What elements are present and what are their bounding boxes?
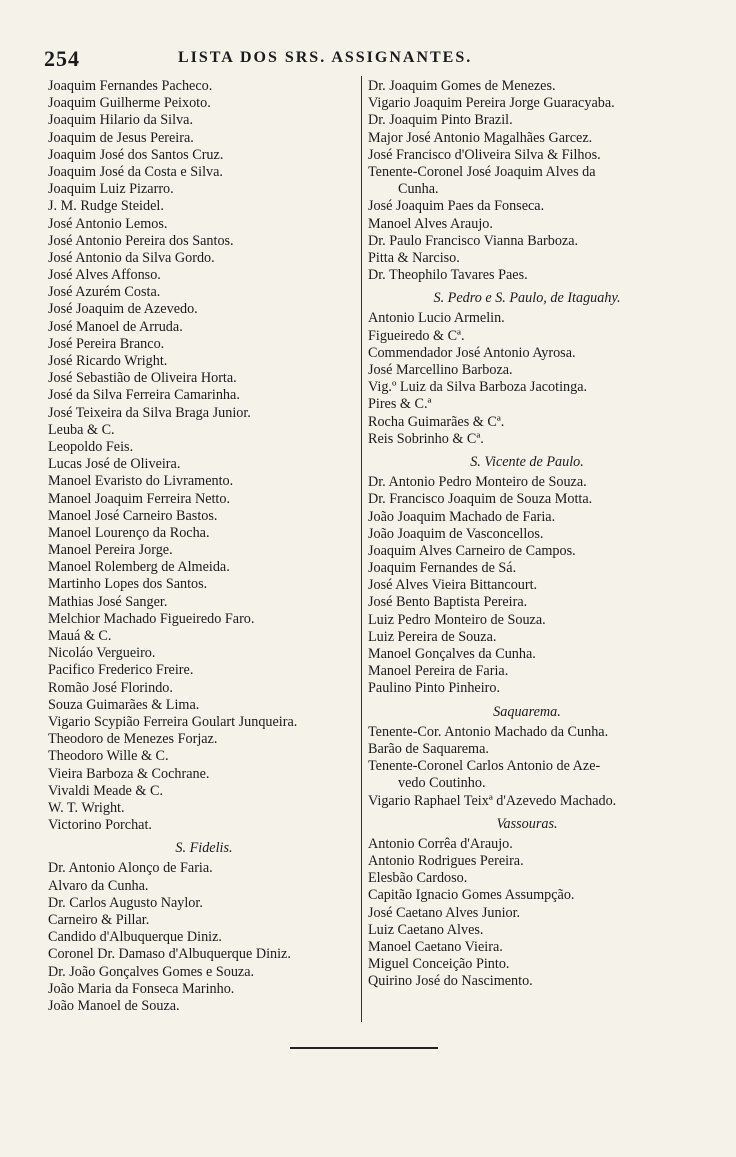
column-divider [361, 76, 362, 1022]
list-item: Theodoro de Menezes Forjaz. [48, 731, 218, 748]
list-item: José Marcellino Barboza. [368, 362, 513, 378]
list-item: Souza Guimarães & Lima. [48, 696, 200, 713]
list-item: Joaquim José da Costa e Silva. [48, 163, 223, 180]
list-item: Joaquim Fernandes de Sá. [368, 560, 517, 577]
list-item: Figueiredo & Cª. [368, 327, 465, 344]
list-item: Dr. Antonio Alonço de Faria. [48, 860, 213, 877]
section-heading-saquarema: Saquarema. [493, 703, 561, 720]
list-item: Vigario Joaquim Pereira Jorge Guaracyaba. [368, 95, 615, 112]
list-item: Vigario Scypião Ferreira Goulart Junqueira. [48, 713, 298, 730]
list-item: Vivaldi Meade & C. [48, 782, 163, 799]
section-heading-s-vicente: S. Vicente de Paulo. [470, 453, 584, 470]
list-item: Manoel Pereira Jorge. [48, 542, 173, 559]
list-item: Victorino Porchat. [48, 817, 152, 834]
list-item: Manoel Joaquim Ferreira Netto. [48, 490, 231, 507]
list-item: Mathias José Sanger. [48, 593, 168, 610]
list-item: Pitta & Narciso. [368, 249, 460, 266]
list-item: Dr. Joaquim Gomes de Menezes. [368, 78, 556, 94]
list-item: João Maria da Fonseca Marinho. [48, 980, 235, 997]
list-item: Dr. Theophilo Tavares Paes. [368, 267, 528, 284]
list-item: José Pereira Branco. [48, 335, 165, 352]
list-item: José Alves Affonso. [48, 267, 161, 284]
list-item: José Ricardo Wright. [48, 353, 168, 369]
list-item: Theodoro Wille & C. [48, 748, 169, 765]
list-item: Romão José Florindo. [48, 679, 173, 696]
list-item: José Antonio da Silva Gordo. [48, 249, 215, 266]
list-item: Dr. Francisco Joaquim de Souza Motta. [368, 491, 593, 508]
right-column [368, 78, 686, 991]
list-item: Manoel Alves Araujo. [368, 215, 493, 232]
list-item: Martinho Lopes dos Santos. [48, 576, 208, 593]
list-item: Vieira Barboza & Cochrane. [48, 765, 210, 782]
list-item: Joaquim Hilario da Silva. [48, 112, 194, 129]
list-item: Joaquim Alves Carneiro de Campos. [368, 542, 576, 559]
list-item: Rocha Guimarães & Cª. [368, 413, 505, 430]
list-item: Quirino José do Nascimento. [368, 973, 533, 990]
list-item: José Teixeira da Silva Braga Junior. [48, 404, 251, 421]
list-item: Tenente-Cor. Antonio Machado da Cunha. [368, 723, 609, 740]
list-item: Dr. Antonio Pedro Monteiro de Souza. [368, 474, 587, 491]
list-item: Major José Antonio Magalhães Garcez. [368, 129, 593, 146]
list-item: Commendador José Antonio Ayrosa. [368, 344, 576, 361]
list-item: W. T. Wright. [48, 799, 125, 816]
list-item: Dr. Carlos Augusto Naylor. [48, 894, 203, 911]
list-item: Antonio Lucio Armelin. [368, 310, 505, 327]
closing-rule [290, 1047, 438, 1049]
list-item: Miguel Conceição Pinto. [368, 956, 510, 973]
list-item: Tenente-Coronel José Joaquim Alves da [368, 163, 596, 180]
list-item: Leopoldo Feis. [48, 438, 134, 455]
list-item: Joaquim José dos Santos Cruz. [48, 146, 224, 163]
list-item: João Manoel de Souza. [48, 997, 180, 1014]
list-item: Manoel Lourenço da Rocha. [48, 524, 210, 541]
list-item: José Sebastião de Oliveira Horta. [48, 370, 237, 387]
list-item: Barão de Saquarema. [368, 740, 489, 757]
list-item: Dr. João Gonçalves Gomes e Souza. [48, 963, 255, 980]
page-number: 254 [44, 46, 80, 71]
list-item: Candido d'Albuquerque Diniz. [48, 929, 222, 946]
list-item: Alvaro da Cunha. [48, 877, 149, 894]
list-item: Joaquim Fernandes Pacheco. [48, 78, 213, 94]
list-item: Lucas José de Oliveira. [48, 456, 181, 473]
list-item: Antonio Rodrigues Pereira. [368, 853, 524, 870]
list-item: Joaquim Guilherme Peixoto. [48, 95, 211, 112]
list-item: Dr. Joaquim Pinto Brazil. [368, 112, 513, 129]
list-item: Paulino Pinto Pinheiro. [368, 680, 501, 697]
page-header [44, 46, 694, 70]
section-heading-s-fidelis: S. Fidelis. [175, 840, 233, 857]
list-item: Elesbão Cardoso. [368, 870, 468, 887]
list-item: José Antonio Lemos. [48, 215, 168, 232]
list-item: Mauá & C. [48, 628, 112, 644]
list-item: Capitão Ignacio Gomes Assumpção. [368, 887, 575, 904]
list-item: José Joaquim Paes da Fonseca. [368, 198, 545, 215]
list-item: Manoel Evaristo do Livramento. [48, 473, 234, 490]
list-item: Antonio Corrêa d'Araujo. [368, 835, 513, 852]
list-item: Joaquim Luiz Pizarro. [48, 181, 174, 198]
list-item: J. M. Rudge Steidel. [48, 198, 164, 215]
list-item: Coronel Dr. Damaso d'Albuquerque Diniz. [48, 946, 291, 963]
list-item: Nicoláo Vergueiro. [48, 645, 156, 662]
list-item: Melchior Machado Figueiredo Faro. [48, 610, 255, 627]
list-item: Luiz Caetano Alves. [368, 921, 484, 938]
list-item: José Antonio Pereira dos Santos. [48, 232, 234, 249]
list-item: Joaquim de Jesus Pereira. [48, 129, 194, 146]
list-item: Carneiro & Pillar. [48, 912, 150, 928]
section-heading-itaguahy: S. Pedro e S. Paulo, de Itaguahy. [433, 290, 621, 307]
list-item: Dr. Paulo Francisco Vianna Barboza. [368, 232, 579, 249]
list-item: Manoel Rolemberg de Almeida. [48, 559, 230, 576]
list-item: Manoel José Carneiro Bastos. [48, 507, 218, 524]
list-item: Manoel Caetano Vieira. [368, 939, 503, 955]
list-item: Vigario Raphael Teixª d'Azevedo Machado. [368, 792, 617, 809]
list-item: José Francisco d'Oliveira Silva & Filhos. [368, 146, 601, 163]
list-item: José da Silva Ferreira Camarinha. [48, 387, 240, 404]
list-item: Reis Sobrinho & Cª. [368, 430, 484, 447]
list-item: José Alves Vieira Bittancourt. [368, 577, 538, 594]
list-item: Leuba & C. [48, 421, 115, 438]
list-item: Manoel Gonçalves da Cunha. [368, 646, 536, 662]
left-column [48, 78, 360, 1015]
list-item: José Bento Baptista Pereira. [368, 594, 528, 611]
list-item: José Caetano Alves Junior. [368, 904, 521, 921]
list-item: João Joaquim Machado de Faria. [368, 508, 556, 525]
list-item: José Joaquim de Azevedo. [48, 301, 198, 318]
list-item: Tenente-Coronel Carlos Antonio de Aze- [368, 758, 601, 775]
running-title: LISTA DOS SRS. ASSIGNANTES. [178, 49, 473, 66]
list-item: José Azurém Costa. [48, 284, 161, 301]
section-heading-vassouras: Vassouras. [496, 815, 558, 832]
list-item-continuation: Cunha. [398, 181, 439, 198]
list-item: Vig.º Luiz da Silva Barboza Jacotinga. [368, 379, 588, 396]
list-item: Pacifico Frederico Freire. [48, 662, 194, 679]
list-item: Manoel Pereira de Faria. [368, 663, 509, 680]
list-item: Luiz Pedro Monteiro de Souza. [368, 611, 546, 628]
list-item-continuation: vedo Coutinho. [398, 775, 486, 792]
list-item: João Joaquim de Vasconcellos. [368, 525, 544, 542]
list-item: Luiz Pereira de Souza. [368, 628, 497, 645]
list-item: José Manoel de Arruda. [48, 318, 183, 335]
list-item: Pires & C.ª [368, 396, 432, 413]
